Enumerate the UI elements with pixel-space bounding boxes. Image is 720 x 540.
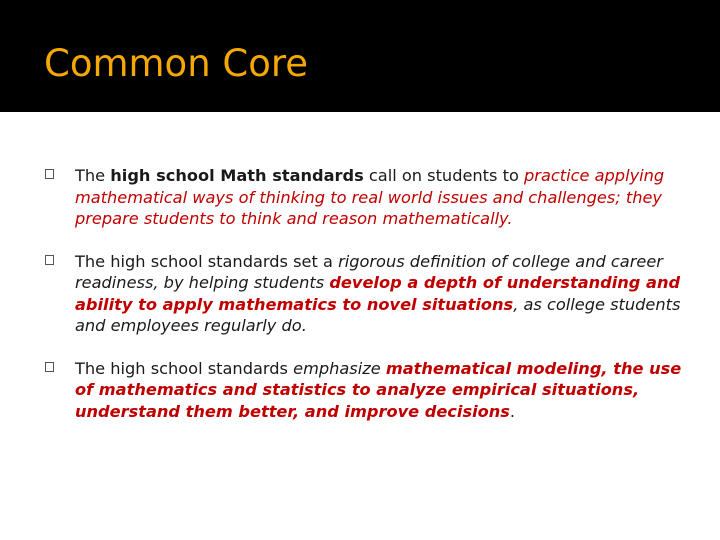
title-bar bbox=[0, 0, 720, 112]
bullet-run: The high school standards bbox=[75, 358, 294, 378]
slide-title: Common Core bbox=[44, 42, 309, 85]
bullet-run: practice applying mathematical ways of thinking to real world issues and challenges; they prepare students to think and reason mathematically. bbox=[75, 166, 665, 228]
bullet-run: . bbox=[509, 401, 516, 421]
bullet-run: high school Math standards bbox=[110, 166, 364, 185]
square-bullet-icon bbox=[45, 362, 54, 372]
bullet-run: mathematical modeling, the use of mathematics and statistics to analyze empirical situations, understand them better, and improve decisions bbox=[75, 358, 682, 421]
bullet-item bbox=[45, 251, 690, 337]
bullet-run: call on students to bbox=[363, 166, 525, 185]
bullet-run: The bbox=[75, 166, 111, 185]
bullet-run: The high school standards set a bbox=[75, 251, 339, 271]
bullet-run: emphasize bbox=[293, 358, 386, 378]
bullet-run: , as college students and employees regularly do. bbox=[75, 294, 681, 335]
square-bullet-icon bbox=[45, 255, 54, 265]
bullet-item bbox=[45, 358, 690, 423]
square-bullet-icon bbox=[45, 169, 54, 179]
bullet-run: rigorous definition of college and career readiness, by helping students bbox=[75, 251, 663, 292]
bullet-run: develop a depth of understanding and ability to apply mathematics to novel situations bbox=[75, 273, 681, 314]
bullet-list bbox=[45, 165, 690, 422]
bullet-item bbox=[45, 165, 690, 230]
